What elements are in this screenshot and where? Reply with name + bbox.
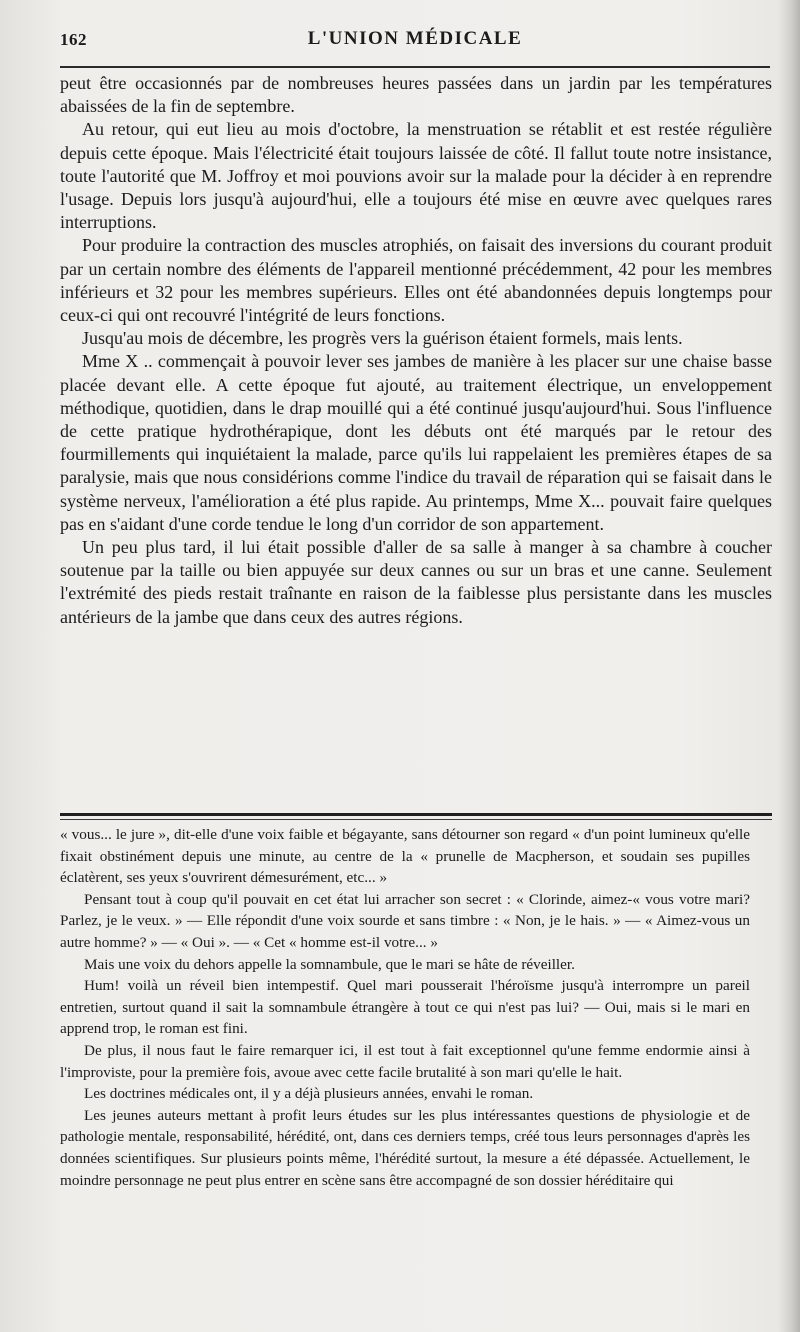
paragraph: peut être occasionnés par de nombreuses heures passées dans un jardin par les températures abaissées de la fin de septembre. — [60, 73, 772, 117]
feuilleton-paragraph: « vous... le jure », dit-elle d'une voix faible et bégayante, sans détourner son regard « d'un point lumineux qu'elle fixait obstinément depuis une minute, au centre de la « prunelle de Macpherson, et soudain ses pupilles éclatèrent, ses yeux s'ouvrirent démesurément, etc... » — [60, 826, 750, 887]
feuilleton-paragraph: Hum! voilà un réveil bien intempestif. Quel mari pousserait l'héroïsme jusqu'à interrompre un pareil entretien, surtout quand il sait la somnambule étrangère à tout ce qui n'est pas lui? — Oui, mais si le mari en apprend trop, le roman est fini. — [60, 977, 750, 1038]
paragraph: Mme X .. commençait à pouvoir lever ses jambes de manière à les placer sur une chaise basse placée devant elle. A cette époque fut ajouté, au traitement électrique, un enveloppement méthodique, quotidien, dans le drap mouillé qui a été continué jusqu'aujourd'hui. Sous l'influence de cette pratique hydrothérapique, dont les débuts ont été marqués par le retour des fourmillements qui inquiétaient la malade, parce qu'ils lui rappelaient les premières étapes de sa paralysie, mais que nous considérions comme l'indice du travail de réparation qui se faisait dans le système nerveux, l'amélioration a été plus rapide. Au printemps, Mme X... pouvait faire quelques pas en s'aidant d'une corde tendue le long d'un corridor de son appartement. — [60, 351, 772, 534]
paragraph: Pour produire la contraction des muscles atrophiés, on faisait des inversions du courant produit par un certain nombre des éléments de l'appareil mentionné précédemment, 42 pour les membres inférieurs et 32 pour les membres supérieurs. Elles ont été abandonnées depuis longtemps pour ceux-ci qui ont recouvré l'intégrité de leurs fonctions. — [60, 235, 772, 326]
feuilleton-paragraph: De plus, il nous faut le faire remarquer ici, il est tout à fait exceptionnel qu'une femme endormie ainsi à l'improviste, pour la première fois, avoue avec cette facile brutalité à son mari qu'elle le hait. — [60, 1041, 750, 1081]
feuilleton-paragraph: Mais une voix du dehors appelle la somnambule, que le mari se hâte de réveiller. — [84, 955, 575, 973]
binding-shadow — [778, 0, 800, 1332]
feuilleton-paragraph: Pensant tout à coup qu'il pouvait en cet état lui arracher son secret : « Clorinde, aimez-« vous votre mari? Parlez, je le veux. » — Elle répondit d'une voix sourde et sans timbre : « Non, je le hais. » — « Aimez-vous un autre homme? » — « Oui ». — « Cet « homme est-il votre... » — [60, 890, 750, 951]
feuilleton-paragraph: Les doctrines médicales ont, il y a déjà plusieurs années, envahi le roman. — [84, 1085, 534, 1103]
feuilleton-separator-thin — [60, 819, 772, 820]
feuilleton-separator — [60, 813, 772, 816]
running-head — [60, 26, 770, 56]
journal-title: L'UNION MÉDICALE — [307, 28, 523, 49]
header-rule — [60, 66, 770, 68]
main-article-text — [60, 72, 772, 629]
paragraph: Un peu plus tard, il lui était possible d'aller de sa salle à manger à sa chambre à coucher soutenue par la taille ou bien appuyée sur deux cannes ou sur un bras et une canne. Seulement l'extrémité des pieds restait traînante en raison de la faiblesse plus persistante dans les muscles antérieurs de la jambe que dans ceux des autres régions. — [60, 537, 772, 627]
paragraph: Au retour, qui eut lieu au mois d'octobre, la menstruation se rétablit et est restée régulière depuis cette époque. Mais l'électricité était toujours laissée de côté. Il fallut toute notre insistance, toute l'autorité que M. Joffroy et moi pouvions avoir sur la malade pour la décider à en reprendre l'usage. Depuis lors jusqu'à aujourd'hui, elle a toujours été mise en œuvre avec quelques rares interruptions. — [60, 119, 772, 233]
feuilleton-text — [60, 824, 750, 1191]
feuilleton-paragraph: Les jeunes auteurs mettant à profit leurs études sur les plus intéressantes questions de physiologie et de pathologie mentale, responsabilité, hérédité, ont, dans ces derniers temps, créé tous leurs personnages d'après les données scientifiques. Sur plusieurs points même, l'hérédité surtout, la mesure a été dépassée. Actuellement, le moindre personnage ne peut plus entrer en scène sans être accompagné de son dossier héréditaire qui — [60, 1106, 750, 1189]
page-number: 162 — [60, 30, 87, 49]
paragraph: Jusqu'au mois de décembre, les progrès vers la guérison étaient formels, mais lents. — [82, 328, 683, 349]
